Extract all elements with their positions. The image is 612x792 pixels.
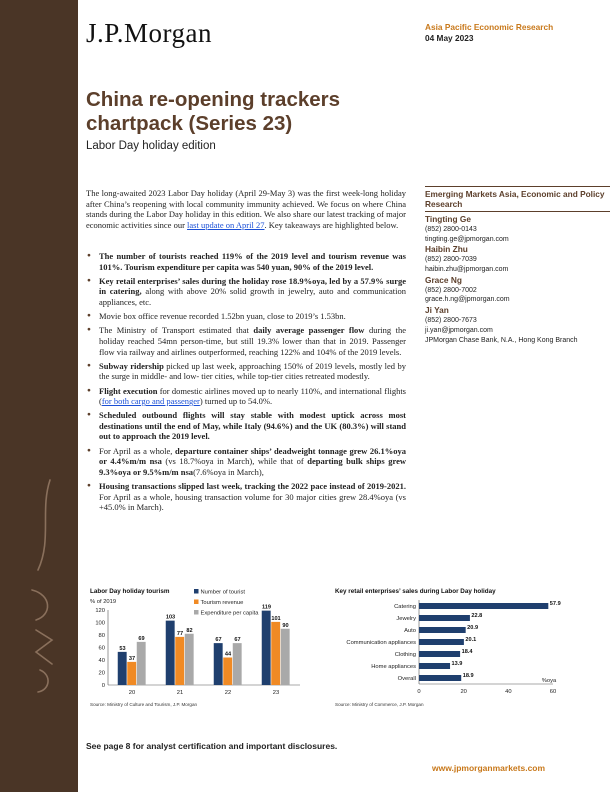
bar [419,615,470,621]
bar [262,611,271,685]
data-label: 37 [128,655,136,662]
bullet-text: during the holiday reached 54mn person-time, but still 19.3% lower than that in 2019. Passenger flow via railway and airlines outperformed, reaching 122% and 104% of the 2019 levels. [99,325,406,357]
data-label: 67 [234,637,241,644]
author-panel [425,186,610,345]
bar [419,651,460,657]
bar [175,637,184,685]
data-label: 57.9 [549,601,561,607]
list-item [86,325,406,357]
author-block [425,276,610,305]
x-tick-label: 20 [460,689,467,695]
author-phone: (852) 2800-7039 [425,256,477,264]
data-label: 82 [186,627,193,634]
bar [127,662,136,685]
x-tick-label: 60 [549,689,557,695]
intro-tail: . Key takeaways are highlighted below. [264,219,399,230]
report-date: 04 May 2023 [425,33,474,43]
author-email[interactable]: ji.yan@jpmorgan.com [425,326,493,334]
category-label: Catering [394,604,416,610]
intro-text: The long-awaited 2023 Labor Day holiday (April 29-May 3) was the first week-long holiday after China’s reopening with local community immunity achieved. We focus on where China stands during the Labor Day holiday in this edition. We also share our latest tracking of major economic activities since our [86,188,406,230]
bar [185,634,194,685]
data-label: 44 [224,651,232,658]
category-label: Communication appliances [346,640,416,646]
bar [118,652,127,685]
bar [419,627,466,633]
bar [281,629,290,685]
data-label: 18.4 [461,649,473,655]
legend-label: Number of tourist [200,589,245,596]
list-item [86,276,406,308]
key-takeaways-list [86,251,406,516]
data-label: 90 [282,622,289,629]
bullet-text: (7.6%oya in March), [193,466,264,477]
bar [233,643,242,685]
data-label: 18.9 [462,673,474,679]
bar [419,639,464,645]
bullet-bold: Scheduled outbound flights will stay stable with modest uptick across most destinations until the end of May, while Italy (94.6%) and the UK (80.3%) will stand out to approach the 2019 level. [99,410,406,442]
bar [419,663,450,669]
x-tick-label: 0 [417,689,421,695]
data-label: 22.8 [471,613,483,619]
bullet-text: ) turned up to 54.0%. [199,396,273,407]
author-name: Tingting Ge [425,214,471,224]
bullet-text: for domestic airlines moved up to nearly 110%, and international flights ( [99,385,406,407]
unit-label: %oya [541,678,557,684]
author-phone: (852) 2800-7002 [425,286,477,294]
bullet-bold: daily average passenger flow [253,325,365,336]
list-item [86,446,406,478]
x-tick-label: 22 [224,690,232,696]
legend-label: Tourism revenue [200,599,244,606]
jpmorgan-logo: J.P.Morgan [86,18,213,48]
author-block [425,215,610,244]
y-tick-label: 120 [95,608,105,614]
legend-swatch [194,600,199,605]
bullet-text: along with above 20% solid growth in jewelry, auto and communication appliances, etc. [99,286,406,307]
list-item [86,410,406,442]
x-tick-label: 21 [176,690,184,696]
chart-source: Source: Ministry of Culture and Tourism, J.P. Morgan [90,702,198,707]
list-item [86,311,406,322]
category-label: Clothing [394,652,416,658]
y-tick-label: 100 [95,620,105,627]
category-label: Home appliances [371,664,416,670]
bullet-bold: departing bulk ships grew 9.3%oya or 9.5%m/m nsa [99,456,406,477]
bullet-bold: The number of tourists reached 119% of the 2019 level and tourism revenue was 101%. Tourism expenditure per capita was 540 yuan, 90% of the 2019 level. [99,251,406,272]
website-link[interactable]: www.jpmorganmarkets.com [432,763,546,773]
tourism-chart [86,584,308,710]
disclosure-note: See page 8 for analyst certification and important disclosures. [86,741,338,751]
x-tick-label: 23 [272,690,280,696]
chart-title: Labor Day holiday tourism [90,588,170,595]
last-update-link[interactable]: last update on April 27 [187,219,265,230]
legend-swatch [194,589,199,594]
y-tick-label: 60 [98,645,105,652]
author-block [425,245,610,274]
report-header [425,22,553,44]
bullet-bold: departure container ships’ deadweight tonnage grew 26.1%oya or 4.4%m/m nsa [99,445,406,467]
bar [271,622,280,685]
author-email[interactable]: haibin.zhu@jpmorgan.com [425,265,509,273]
brand-sidebar [0,0,78,792]
data-label: 103 [165,614,176,621]
list-item [86,386,406,407]
report-title: China re-opening trackers chartpack (Series 23) [86,88,341,135]
author-name: Grace Ng [425,274,462,285]
data-label: 69 [138,635,145,642]
bar [223,658,232,686]
data-label: 53 [119,645,126,652]
jpmorgan-watermark-icon [22,470,62,700]
author-affiliation: JPMorgan Chase Bank, N.A., Hong Kong Branch [425,336,578,344]
report-subtitle: Labor Day holiday edition [86,140,216,152]
list-item [86,481,406,513]
bullet-text: The Ministry of Transport estimated that [99,325,254,336]
data-label: 20.1 [465,637,477,643]
data-label: 13.9 [451,661,463,667]
data-label: 119 [261,604,272,611]
bullet-text: For April as a whole, [99,445,176,456]
department-label: Asia Pacific Economic Research [425,22,554,32]
cargo-passenger-link[interactable]: for both cargo and passenger [101,396,200,407]
data-label: 20.9 [467,625,479,631]
y-tick-label: 40 [98,658,105,664]
intro-paragraph [86,188,406,230]
list-item [86,361,406,382]
bullet-text: For April as a whole, housing transaction volume for 30 major cities grew 28.4%oya (vs +45.0% in March). [99,491,406,513]
category-label: Overall [397,676,416,682]
author-phone: (852) 2800-7673 [425,316,477,324]
y-axis-label: % of 2019 [90,599,117,605]
bullet-bold: Housing transactions slipped last week, tracking the 2022 pace instead of 2019-2021. [99,481,406,492]
bullet-text: picked up last week, approaching 150% of 2019 levels, mostly led by the surge in middle- and low- tier cities, while top-tier cities retreated modestly. [99,360,406,382]
legend-label: Expenditure per capita [200,610,259,617]
y-tick-label: 80 [98,633,105,639]
data-label: 77 [176,630,184,637]
data-label: 67 [215,637,222,644]
legend-swatch [194,610,199,615]
y-tick-label: 20 [98,670,105,677]
bar [166,621,175,685]
author-name: Ji Yan [425,305,449,316]
category-label: Jewelry [396,616,416,622]
bullet-text: (vs 18.7%oya in March), while that of [161,456,308,467]
bar [419,603,548,609]
list-item [86,251,406,272]
bullet-text: Movie box office revenue recorded 1.52bn yuan, close to 2019’s 1.53bn. [99,311,346,322]
author-name: Haibin Zhu [425,244,468,255]
x-tick-label: 40 [505,689,512,695]
bar [214,643,223,685]
bar [137,642,146,685]
bullet-bold: Key retail enterprises’ sales during the holiday rose 18.9%oya, led by a 57.9% surge in catering, [99,275,406,297]
bullet-bold: Subway ridership [99,360,164,371]
bar [419,675,461,681]
author-block [425,306,610,335]
bullet-bold: Flight execution [99,385,158,396]
chart-source: Source: Ministry of Commerce, J.P. Morgan [335,702,424,707]
author-email[interactable]: tingting.ge@jpmorgan.com [425,235,509,243]
author-phone: (852) 2800-0143 [425,225,477,233]
category-label: Auto [404,628,416,634]
data-label: 101 [271,615,281,622]
team-name: Emerging Markets Asia, Economic and Policy Research [425,186,610,212]
chart-title: Key retail enterprises’ sales during Labor Day holiday [335,588,496,595]
retail-sales-chart [333,584,575,710]
x-tick-label: 20 [128,690,136,696]
author-email[interactable]: grace.h.ng@jpmorgan.com [425,296,510,304]
y-tick-label: 0 [101,683,105,689]
